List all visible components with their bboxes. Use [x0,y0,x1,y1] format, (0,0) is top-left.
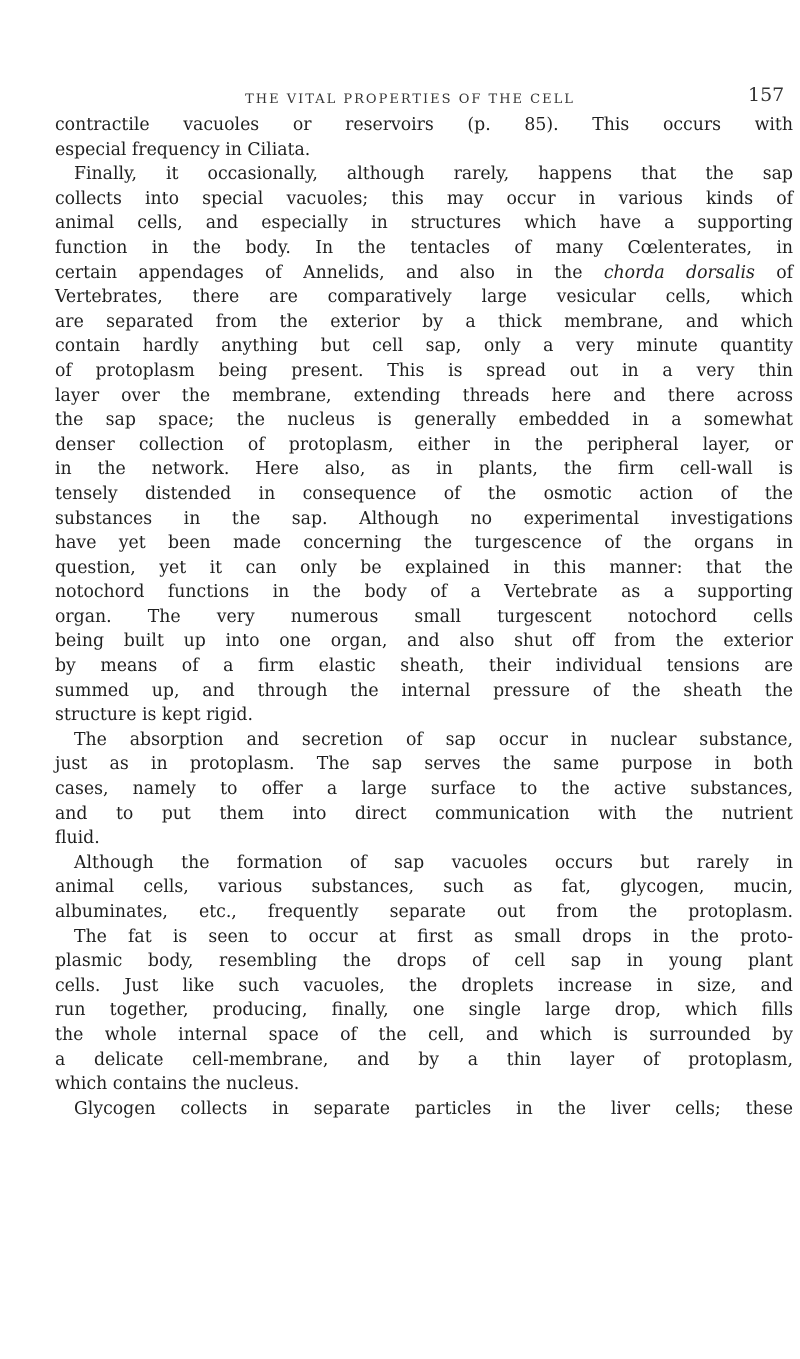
text-line: especial frequency in Ciliata. [55,139,311,160]
page-number: 157 [748,84,785,106]
text-line: the sap space; the nucleus is generally embedded in a somewhat [55,410,793,431]
text-line: a delicate cell-membrane, and by a thin layer of protoplasm, [55,1049,793,1070]
text-line: denser collection of protoplasm, either in the peripheral layer, or [55,434,793,455]
text-line: contractile vacuoles or reservoirs (p. 85). This occurs with [55,115,793,135]
text-line: organ. The very numerous small turgescent notochord cells [55,606,793,627]
text-line: and to put them into direct communication with the nutrient [55,803,793,824]
paragraph-start: Although the formation of sap vacuoles occurs but rarely in [74,852,793,873]
text-line: fluid. [55,828,100,849]
text-line: which contains the nucleus. [55,1074,300,1095]
text-line: notochord functions in the body of a Vertebrate as a supporting [55,582,793,603]
text-line: layer over the membrane, extending threads here and there across [55,385,793,406]
text-line: being built up into one organ, and also shut off from the exterior [55,631,793,652]
text-line: Vertebrates, there are comparatively large vesicular cells, which [55,287,793,308]
text-line: question, yet it can only be explained in this manner: that the [55,557,793,578]
text-line: just as in protoplasm. The sap serves the same purpose in both [55,754,793,775]
paragraph-start: Glycogen collects in separate particles in the liver cells; these [74,1098,793,1119]
body-text [55,113,793,1121]
text-segment: of [776,262,794,283]
text-line: by means of a firm elastic sheath, their individual tensions are [55,656,793,677]
text-line: tensely distended in consequence of the osmotic action of the [55,483,793,504]
text-line: animal cells, various substances, such as fat, glycogen, mucin, [55,877,793,898]
text-line: cells. Just like such vacuoles, the droplets increase in size, and [55,975,793,996]
text-line: collects into special vacuoles; this may occur in various kinds of [55,188,793,209]
text-line: substances in the sap. Although no experimental investigations [55,508,793,529]
italic-term: chorda dorsalis [603,262,755,283]
text-line: animal cells, and especially in structures which have a supporting [55,213,793,234]
text-line: plasmic body, resembling the drops of cell sap in young plant [55,951,793,972]
running-title: THE VITAL PROPERTIES OF THE CELL [245,92,575,107]
text-line: the whole internal space of the cell, and which is surrounded by [55,1024,793,1045]
text-line: structure is kept rigid. [55,705,253,726]
text-line: cases, namely to offer a large surface to the active substances, [55,779,793,800]
paragraph-start: The absorption and secretion of sap occur in nuclear substance, [74,729,793,750]
text-line: contain hardly anything but cell sap, only a very minute quantity [55,336,793,357]
text-line: summed up, and through the internal pressure of the sheath the [55,680,793,701]
paragraph-start: Finally, it occasionally, although rarely, happens that the sap [74,164,793,185]
text-line-with-italic [55,261,793,286]
text-line: albuminates, etc., frequently separate out from the protoplasm. [55,902,793,922]
text-line: have yet been made concerning the turgescence of the organs in [55,533,793,554]
text-line: run together, producing, finally, one single large drop, which fills [55,1000,793,1021]
text-line: of protoplasm being present. This is spread out in a very thin [55,360,793,381]
text-line: are separated from the exterior by a thick membrane, and which [55,311,793,332]
paragraph-start: The fat is seen to occur at first as small drops in the proto- [74,926,793,947]
text-line: in the network. Here also, as in plants, the firm cell-wall is [55,459,793,480]
text-segment: certain appendages of Annelids, and also in the [55,262,583,283]
text-line: function in the body. In the tentacles of many Cœlenterates, in [55,237,793,258]
